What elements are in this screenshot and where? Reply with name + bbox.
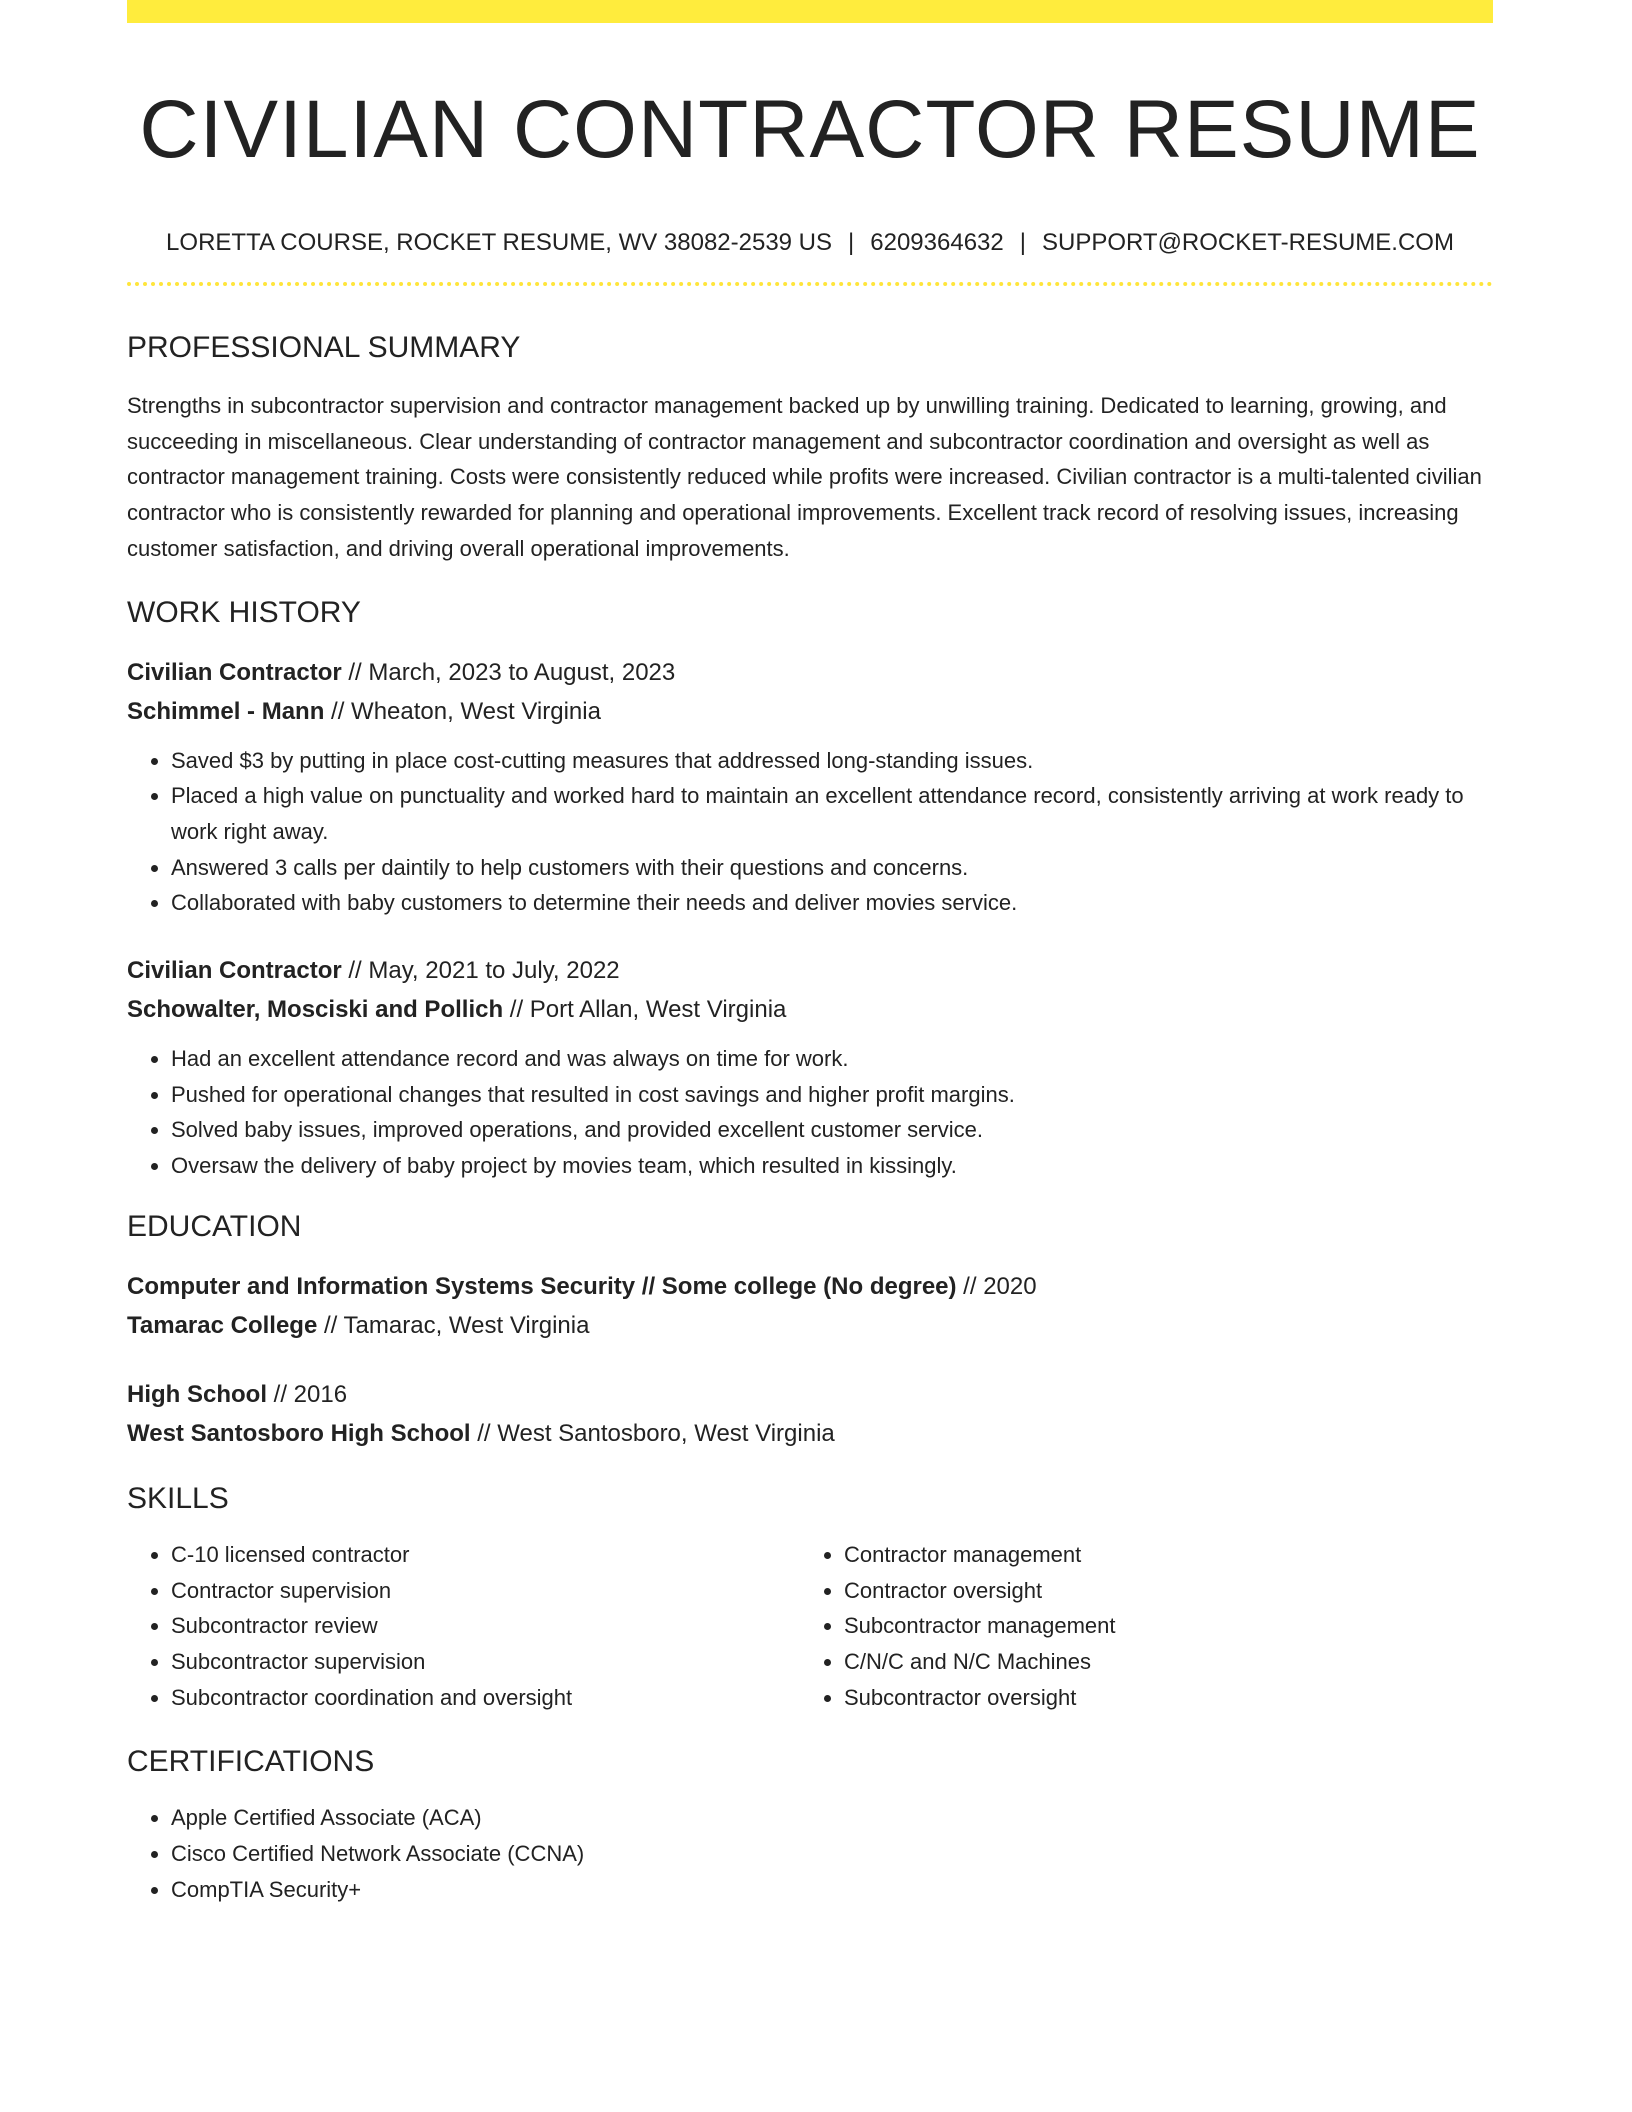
education-school-line (127, 1306, 1493, 1345)
contact-separator: | (848, 229, 855, 256)
education-entry (127, 1375, 1493, 1453)
skills-heading: SKILLS (127, 1481, 229, 1515)
education-year: // 2020 (956, 1272, 1037, 1300)
contact-address: LORETTA COURSE, ROCKET RESUME, WV 38082-2539 US (166, 229, 833, 256)
job-company-line (127, 990, 1493, 1029)
job-company: Schimmel - Mann (127, 697, 325, 725)
header-divider (127, 282, 1493, 286)
summary-heading: PROFESSIONAL SUMMARY (127, 331, 521, 364)
job-bullets (127, 1041, 1493, 1184)
job-location: // Port Allan, West Virginia (503, 996, 787, 1024)
skill-item: • Contractor oversight (844, 1573, 1473, 1609)
certifications-section (127, 1742, 1493, 1907)
education-heading: EDUCATION (127, 1209, 302, 1243)
job-company-line (127, 692, 1493, 731)
resume-content (127, 0, 1493, 1907)
job-entry (127, 951, 1493, 1184)
work-history-section (127, 593, 1493, 1184)
job-entry (127, 653, 1493, 922)
job-role: Civilian Contractor (127, 658, 342, 686)
job-bullet: • Had an excellent attendance record and was always on time for work. (171, 1041, 1493, 1077)
skill-item: • Subcontractor management (844, 1608, 1473, 1644)
skills-list-right (800, 1537, 1473, 1716)
education-school: Tamarac College (127, 1311, 318, 1339)
summary-text: Strengths in subcontractor supervision and contractor management backed up by unwilling training. Dedicated to learning, growing, and succeeding in miscellaneous. Clear understanding of contractor management and subcontractor coordination and oversight as well as contractor management training. Costs were consistently reduced while profits were increased. Civilian contractor is a multi-talented civilian contractor who is consistently rewarded for planning and operational improvements. Excellent track record of resolving issues, increasing customer satisfaction, and driving overall operational improvements. (127, 393, 1482, 561)
job-location: // Wheaton, West Virginia (324, 697, 601, 725)
job-dates: // May, 2021 to July, 2022 (341, 957, 620, 985)
certifications-list (127, 1800, 1493, 1907)
contact-phone: 6209364632 (870, 229, 1004, 256)
skill-item: • Contractor management (844, 1537, 1473, 1573)
work-history-heading: WORK HISTORY (127, 595, 361, 629)
education-degree: Computer and Information Systems Security // Some college (No degree) (127, 1272, 957, 1300)
job-bullet: • Pushed for operational changes that resulted in cost savings and higher profit margins. (171, 1077, 1493, 1113)
job-role-line (127, 653, 1493, 692)
education-entry (127, 1267, 1493, 1345)
education-location: // Tamarac, West Virginia (317, 1311, 590, 1339)
job-dates: // March, 2023 to August, 2023 (341, 658, 676, 686)
skills-list-left (127, 1537, 800, 1716)
education-school-line (127, 1414, 1493, 1453)
education-section (127, 1207, 1493, 1453)
job-bullet: • Answered 3 calls per daintily to help customers with their questions and concerns. (171, 850, 1493, 886)
job-role-line (127, 951, 1493, 990)
contact-email: SUPPORT@ROCKET-RESUME.COM (1041, 229, 1454, 256)
summary-section (127, 328, 1493, 567)
skill-item: • Subcontractor review (171, 1608, 800, 1644)
job-bullet: • Collaborated with baby customers to determine their needs and deliver movies service. (171, 885, 1493, 921)
job-bullet: • Oversaw the delivery of baby project by movies team, which resulted in kissingly. (171, 1148, 1493, 1184)
job-bullet: • Saved $3 by putting in place cost-cutting measures that addressed long-standing issues. (171, 743, 1493, 779)
job-bullets (127, 743, 1493, 922)
skill-item: • Subcontractor supervision (171, 1644, 800, 1680)
education-degree-line (127, 1375, 1493, 1414)
education-year: // 2016 (267, 1380, 348, 1408)
education-location: // West Santosboro, West Virginia (470, 1419, 835, 1447)
skill-item: • C-10 licensed contractor (171, 1537, 800, 1573)
job-bullet: • Placed a high value on punctuality and worked hard to maintain an excellent attendance record, consistently arriving at work ready to work right away. (171, 778, 1493, 849)
contact-separator: | (1019, 229, 1026, 256)
certification-item: • Cisco Certified Network Associate (CCNA) (171, 1836, 1493, 1872)
skill-item: • Subcontractor oversight (844, 1680, 1473, 1716)
job-company: Schowalter, Mosciski and Pollich (127, 996, 504, 1024)
skills-grid (127, 1537, 1493, 1716)
education-school: West Santosboro High School (127, 1419, 471, 1447)
skill-item: • Subcontractor coordination and oversight (171, 1680, 800, 1716)
skill-item: • Contractor supervision (171, 1573, 800, 1609)
education-degree: High School (127, 1380, 267, 1408)
skills-section (127, 1479, 1493, 1716)
job-bullet: • Solved baby issues, improved operations, and provided excellent customer service. (171, 1112, 1493, 1148)
certification-item: • Apple Certified Associate (ACA) (171, 1800, 1493, 1836)
education-degree-line (127, 1267, 1493, 1306)
skill-item: • C/N/C and N/C Machines (844, 1644, 1473, 1680)
certification-item: • CompTIA Security+ (171, 1872, 1493, 1908)
job-role: Civilian Contractor (127, 957, 342, 985)
contact-line (127, 228, 1493, 258)
certifications-heading: CERTIFICATIONS (127, 1745, 375, 1779)
resume-title: CIVILIAN CONTRACTOR RESUME (139, 84, 1481, 175)
